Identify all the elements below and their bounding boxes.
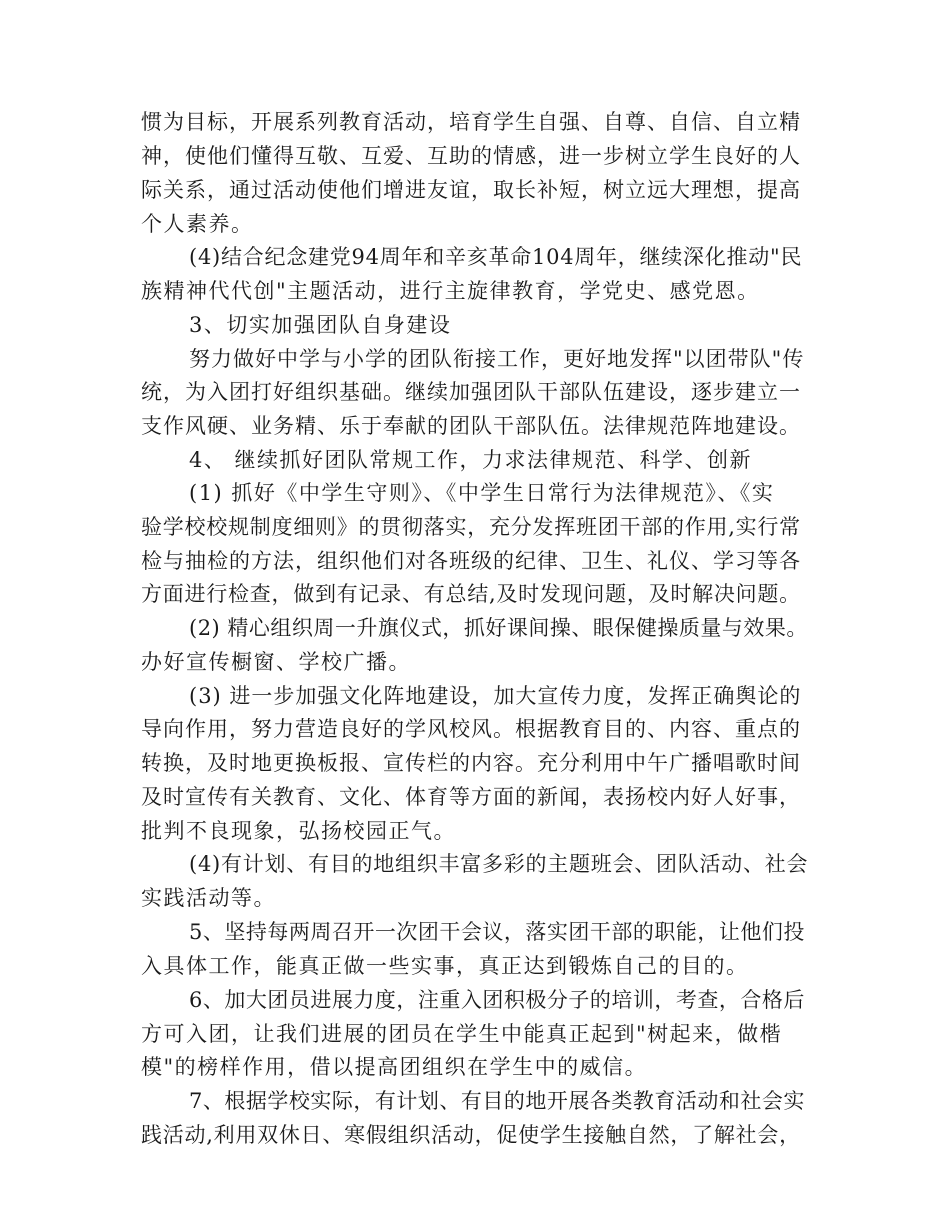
text-line: 践活动,利用双休日、寒假组织活动，促使学生接触自然，了解社会，	[141, 1123, 801, 1147]
text-line: 神，使他们懂得互敬、互爱、互助的情感，进一步树立学生良好的人	[141, 144, 801, 168]
text-line: 实践活动等。	[141, 886, 276, 910]
text-line: 入具体工作，能真正做一些实事，真正达到锻炼自己的目的。	[141, 954, 749, 978]
paragraph-first-line: 7、根据学校实际，有计划、有目的地开展各类教育活动和社会实	[189, 1089, 805, 1113]
text-line: 族精神代代创"主题活动，进行主旋律教育，学党史、感党恩。	[141, 279, 760, 303]
text-line: 个人素养。	[141, 212, 254, 236]
text-line: 统，为入团打好组织基础。继续加强团队干部队伍建设，逐步建立一	[141, 380, 801, 404]
paragraph-first-line: (4)结合纪念建党94周年和辛亥革命104周年，继续深化推动"民	[189, 245, 803, 269]
text-line: 方可入团，让我们进展的团员在学生中能真正起到"树起来，做楷	[141, 1022, 783, 1046]
paragraph-first-line: (2) 精心组织周一升旗仪式，抓好课间操、眼保健操质量与效果。	[189, 616, 808, 640]
text-line: 验学校校规制度细则》的贯彻落实，充分发挥班团干部的作用,实行常	[141, 515, 801, 539]
text-line: 转换，及时地更换板报、宣传栏的内容。充分利用中午广播唱歌时间	[141, 751, 801, 775]
paragraph-first-line: (1) 抓好《中学生守则》、《中学生日常行为法律规范》、《实	[189, 481, 775, 505]
text-line: 及时宣传有关教育、文化、体育等方面的新闻，表扬校内好人好事，	[141, 785, 801, 809]
paragraph-first-line: (3) 进一步加强文化阵地建设，加大宣传力度，发挥正确舆论的	[189, 684, 802, 708]
paragraph-first-line: (4)有计划、有目的地组织丰富多彩的主题班会、团队活动、社会	[189, 852, 809, 876]
text-line: 惯为目标，开展系列教育活动，培育学生自强、自尊、自信、自立精	[141, 110, 801, 134]
text-line: 方面进行检查，做到有记录、有总结,及时发现问题，及时解决问题。	[141, 582, 801, 606]
text-line: 批判不良现象，弘扬校园正气。	[141, 819, 456, 843]
text-line: 检与抽检的方法，组织他们对各班级的纪律、卫生、礼仪、学习等各	[141, 549, 801, 573]
text-line: 模"的榜样作用，借以提高团组织在学生中的威信。	[141, 1055, 648, 1079]
section-heading: 4、 继续抓好团队常规工作，力求法律规范、科学、创新	[189, 448, 753, 472]
paragraph-first-line: 5、坚持每两周召开一次团干会议，落实团干部的职能，让他们投	[189, 920, 805, 944]
paragraph-first-line: 6、加大团员进展力度，注重入团积极分子的培训，考查，合格后	[189, 988, 805, 1012]
section-heading: 3、切实加强团队自身建设	[189, 313, 452, 337]
text-line: 办好宣传橱窗、学校广播。	[141, 650, 411, 674]
text-line: 导向作用，努力营造良好的学风校风。根据教育目的、内容、重点的	[141, 717, 801, 741]
text-line: 支作风硬、业务精、乐于奉献的团队干部队伍。法律规范阵地建设。	[141, 414, 801, 438]
paragraph-first-line: 努力做好中学与小学的团队衔接工作，更好地发挥"以团带队"传	[189, 347, 805, 371]
text-line: 际关系，通过活动使他们增进友谊，取长补短，树立远大理想，提高	[141, 178, 801, 202]
